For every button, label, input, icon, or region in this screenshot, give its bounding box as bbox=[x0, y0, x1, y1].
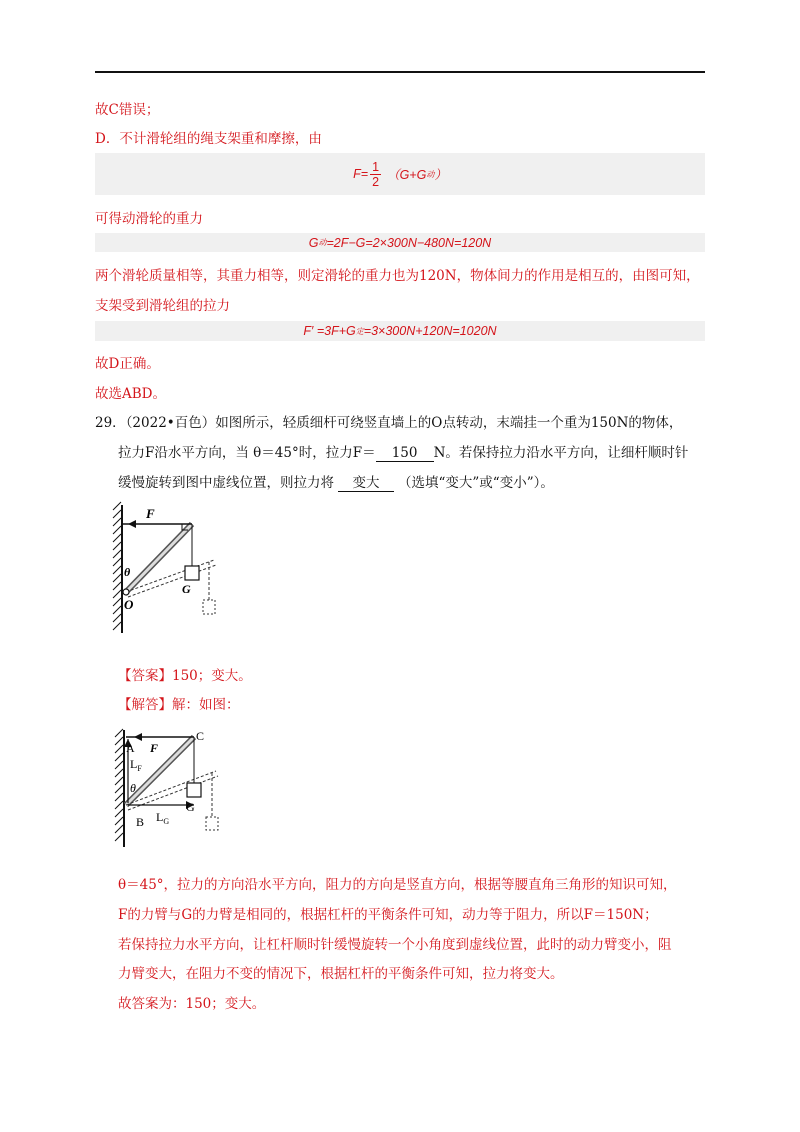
fig2-label-lf bbox=[130, 757, 142, 773]
eq3-pre: F′ =3F+G bbox=[303, 324, 356, 338]
explanation-line-1: θ＝45°，拉力的方向沿水平方向，阻力的方向是竖直方向，根据等腰直角三角形的知识可知， bbox=[118, 877, 677, 893]
eq2-pre-sub: 动 bbox=[318, 238, 327, 247]
answer-tag: 【答案】 bbox=[118, 668, 172, 684]
fig1-label-o: O bbox=[124, 597, 134, 612]
question-line1-text: （2022•百色）如图所示，轻质细杆可绕竖直墙上的O点转动，末端挂一个重为150N的物体， bbox=[125, 415, 683, 431]
fig1-label-f: F bbox=[146, 506, 155, 521]
fig2-label-lf-sub: F bbox=[137, 764, 142, 773]
explanation-line-3: 若保持拉力水平方向，让杠杆顺时针缓慢旋转一个小角度到虚线位置，此时的动力臂变小，阻 bbox=[118, 937, 672, 953]
answer-text: 150；变大。 bbox=[172, 668, 252, 684]
lever-diagram-solution bbox=[112, 725, 237, 850]
question-number: 29． bbox=[95, 415, 126, 431]
eq1-lhs: F= bbox=[353, 167, 369, 181]
question-line-3 bbox=[118, 471, 554, 492]
d-correct-text: 故D正确。 bbox=[95, 356, 160, 372]
c-wrong-text: 故C错误； bbox=[95, 102, 160, 118]
eq2-body: =2F−G=2×300N−480N=120N bbox=[326, 235, 492, 250]
eq1-fraction bbox=[370, 160, 381, 189]
eq1-numerator: 1 bbox=[372, 159, 380, 174]
solution-line bbox=[118, 693, 240, 713]
explanation-line-2: F的力臂与G的力臂是相同的，根据杠杆的平衡条件可知，动力等于阻力，所以F＝150N； bbox=[118, 907, 658, 923]
fig2-label-lg-main: L bbox=[156, 810, 164, 824]
fig2-label-theta: θ bbox=[130, 781, 136, 795]
solution-tag: 【解答】 bbox=[118, 697, 172, 713]
final-answer-line: 故答案为：150；变大。 bbox=[118, 996, 266, 1012]
lever-diagram-question bbox=[110, 500, 230, 635]
fig2-label-c: C bbox=[196, 729, 205, 743]
eq1-denominator: 2 bbox=[372, 174, 380, 189]
para1-text: 两个滑轮质量相等，其重力相等，则定滑轮的重力也为120N，物体间力的作用是相互的，由图可知， bbox=[95, 268, 700, 284]
question-line2-pre: 拉力F沿水平方向，当 θ＝45°时，拉力F＝ bbox=[118, 445, 376, 461]
equation-1 bbox=[95, 153, 705, 195]
question-line3-post: （选填“变大”或“变小”）。 bbox=[398, 475, 554, 491]
fig2-label-g: G bbox=[186, 800, 195, 814]
question-line3-pre: 缓慢旋转到图中虚线位置，则拉力将 bbox=[118, 475, 334, 491]
fig1-label-theta: θ bbox=[124, 565, 131, 579]
question-line-2 bbox=[118, 441, 688, 462]
equation-3 bbox=[95, 321, 705, 341]
question-line2-post: N。若保持拉力沿水平方向，让细杆顺时针 bbox=[433, 445, 689, 461]
para2-text: 支架受到滑轮组的拉力 bbox=[95, 298, 230, 314]
eq2-pre: G bbox=[308, 235, 319, 250]
choose-text: 故选ABD。 bbox=[95, 386, 166, 402]
d-intro-text: D．不计滑轮组的绳支架重和摩擦，由 bbox=[95, 131, 322, 147]
fig1-label-g: G bbox=[182, 582, 191, 596]
header-rule bbox=[95, 71, 705, 73]
eq3-body: =3×300N+120N=1020N bbox=[363, 324, 497, 338]
answer-line bbox=[118, 664, 252, 684]
fig2-label-f: F bbox=[150, 741, 159, 755]
explanation-line-4: 力臂变大，在阻力不变的情况下，根据杠杆的平衡条件可知，拉力将变大。 bbox=[118, 966, 564, 982]
fig2-label-lf-main: L bbox=[130, 757, 138, 771]
fig2-label-lg-sub: G bbox=[163, 817, 170, 826]
answer-blank-1: 150 bbox=[376, 445, 434, 462]
eq1-rhs: （G+G bbox=[387, 168, 427, 182]
eq1-rhs-end: ） bbox=[434, 168, 447, 182]
question-line-1 bbox=[95, 411, 682, 431]
fig2-label-b: B bbox=[136, 815, 145, 829]
solution-text: 解：如图： bbox=[172, 697, 240, 713]
equation-2 bbox=[95, 233, 705, 252]
eq3-pre-sub: 定 bbox=[355, 326, 364, 336]
fig2-label-lg bbox=[156, 810, 169, 826]
answer-blank-2: 变大 bbox=[338, 471, 394, 492]
fig2-label-a: A bbox=[126, 741, 135, 755]
pulley-weight-text: 可得动滑轮的重力 bbox=[95, 211, 203, 227]
eq1-rhs-sub: 动 bbox=[426, 169, 435, 179]
